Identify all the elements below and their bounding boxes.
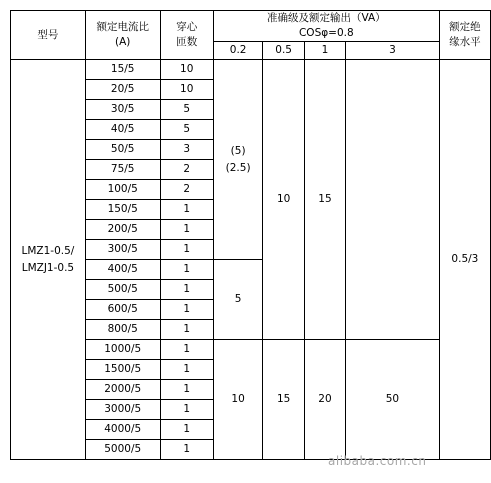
- header-class-0-2: 0.2: [213, 42, 263, 60]
- ratio-cell: 2000/5: [85, 380, 160, 400]
- ratio-cell: 3000/5: [85, 400, 160, 420]
- group-a-class-0-2-line1: (5): [230, 144, 246, 157]
- model-name-cell: [11, 60, 86, 460]
- ratio-cell: 20/5: [85, 80, 160, 100]
- header-accuracy-line2: COSφ=0.8: [298, 27, 354, 39]
- header-current-ratio-unit: (A): [115, 36, 131, 48]
- group-b-class-1: 20: [304, 340, 345, 460]
- turns-cell: 1: [160, 420, 213, 440]
- ratio-cell: 100/5: [85, 180, 160, 200]
- turns-cell: 1: [160, 440, 213, 460]
- turns-cell: 1: [160, 320, 213, 340]
- ratio-cell: 5000/5: [85, 440, 160, 460]
- turns-cell: 10: [160, 60, 213, 80]
- turns-cell: 1: [160, 220, 213, 240]
- ratio-cell: 50/5: [85, 140, 160, 160]
- ratio-cell: 400/5: [85, 260, 160, 280]
- group-a-class-0-2-b: 5: [213, 260, 263, 340]
- turns-cell: 10: [160, 80, 213, 100]
- ratio-cell: 150/5: [85, 200, 160, 220]
- header-accuracy-line1: 准确级及额定输出（VA）: [266, 12, 386, 24]
- ratio-cell: 500/5: [85, 280, 160, 300]
- turns-cell: 1: [160, 280, 213, 300]
- group-a-class-0-2-line2: (2.5): [225, 161, 251, 174]
- header-insulation-line1: 额定绝: [449, 21, 481, 33]
- specification-table: [10, 10, 491, 460]
- turns-cell: 5: [160, 120, 213, 140]
- header-model: 型号: [11, 11, 86, 60]
- header-insulation-line2: 缘水平: [449, 36, 481, 48]
- watermark-text: alibaba.com.cn: [328, 454, 427, 468]
- turns-cell: 2: [160, 180, 213, 200]
- ratio-cell: 200/5: [85, 220, 160, 240]
- turns-cell: 1: [160, 340, 213, 360]
- turns-cell: 1: [160, 400, 213, 420]
- header-turns-line2: 匝数: [176, 36, 198, 48]
- ratio-cell: 75/5: [85, 160, 160, 180]
- header-class-0-5: 0.5: [263, 42, 305, 60]
- header-insulation: [439, 11, 490, 60]
- group-a-class-3: [346, 60, 440, 340]
- insulation-level-cell: 0.5/3: [439, 60, 490, 460]
- group-a-class-0-5: 10: [263, 60, 305, 340]
- header-current-ratio: [85, 11, 160, 60]
- turns-cell: 5: [160, 100, 213, 120]
- model-name-line2: LMZJ1-0.5: [21, 261, 75, 274]
- header-accuracy-output: [213, 11, 439, 42]
- model-name-line1: LMZ1-0.5/: [21, 244, 75, 257]
- ratio-cell: 600/5: [85, 300, 160, 320]
- turns-cell: 1: [160, 240, 213, 260]
- ratio-cell: 30/5: [85, 100, 160, 120]
- turns-cell: 1: [160, 300, 213, 320]
- group-b-class-0-2: 10: [213, 340, 263, 460]
- header-current-ratio-line1: 额定电流比: [96, 21, 149, 33]
- ratio-cell: 300/5: [85, 240, 160, 260]
- group-b-class-0-5: 15: [263, 340, 305, 460]
- turns-cell: 1: [160, 380, 213, 400]
- turns-cell: 1: [160, 360, 213, 380]
- ratio-cell: 40/5: [85, 120, 160, 140]
- header-class-3: 3: [346, 42, 440, 60]
- ratio-cell: 1000/5: [85, 340, 160, 360]
- ratio-cell: 15/5: [85, 60, 160, 80]
- turns-cell: 3: [160, 140, 213, 160]
- ratio-cell: 1500/5: [85, 360, 160, 380]
- group-a-class-1: 15: [304, 60, 345, 340]
- group-a-class-0-2: [213, 60, 263, 260]
- header-class-1: 1: [304, 42, 345, 60]
- ratio-cell: 800/5: [85, 320, 160, 340]
- group-b-class-3: 50: [346, 340, 440, 460]
- turns-cell: 2: [160, 160, 213, 180]
- header-turns-line1: 穿心: [176, 21, 198, 33]
- turns-cell: 1: [160, 260, 213, 280]
- ratio-cell: 4000/5: [85, 420, 160, 440]
- turns-cell: 1: [160, 200, 213, 220]
- header-turns: [160, 11, 213, 60]
